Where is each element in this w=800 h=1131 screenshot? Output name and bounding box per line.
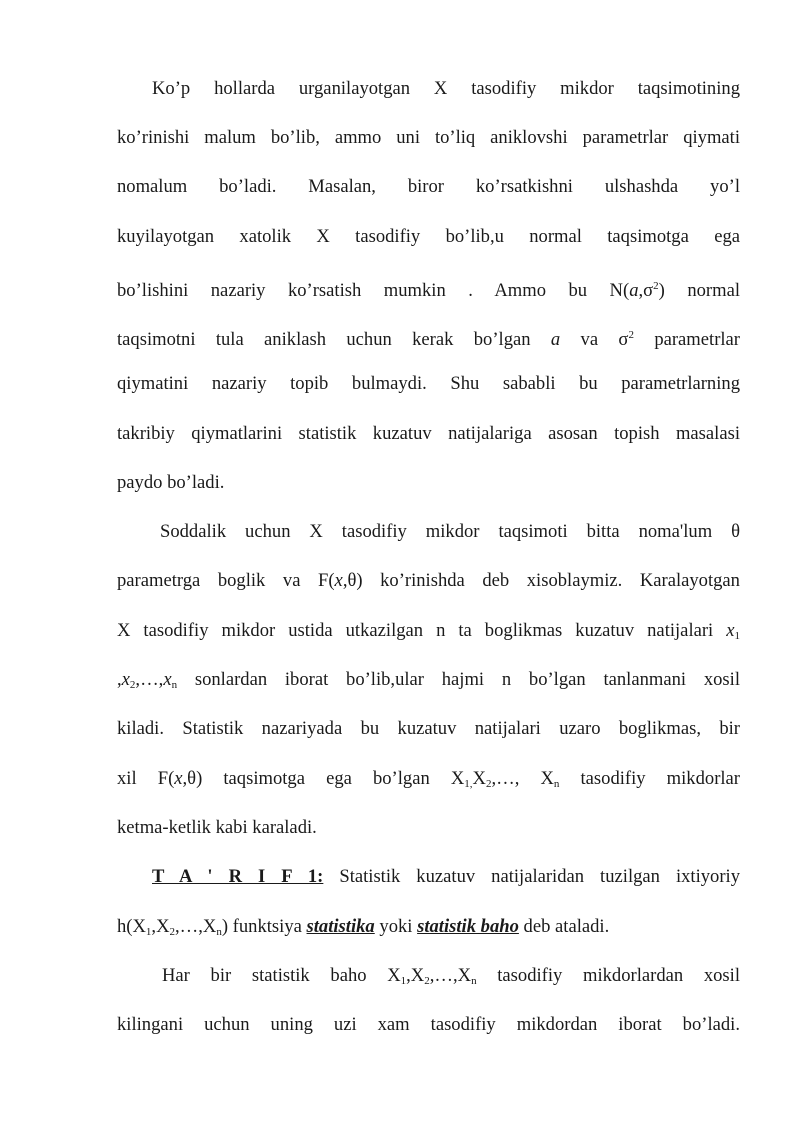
text: ,…, — [135, 669, 164, 690]
para1-line-7: qiymatini nazariy topib bulmaydi. Shu sababli bu parametrlarning — [117, 373, 740, 394]
para1-line-6 — [117, 322, 740, 348]
text: tasodifiy mikdorlardan xosil — [497, 965, 740, 986]
text: , — [117, 669, 122, 690]
para3-line-2: kilingani uchun uning uzi xam tasodifiy mikdordan iborat bo’ladi. — [117, 1014, 740, 1035]
text: ,…,X — [429, 965, 472, 986]
para1-line-3: nomalum bo’ladi. Masalan, biror ko’rsatkishni ulshashda yo’l — [117, 176, 740, 197]
para3-line-1 — [162, 963, 740, 989]
text: ) funktsiya — [221, 916, 302, 937]
para1-line-9: paydo bo’ladi. — [117, 472, 225, 493]
subscript: 1, — [464, 778, 473, 790]
symbol-x: x — [334, 570, 343, 591]
text: taqsimotni tula aniklash uchun kerak bo’lgan — [117, 329, 531, 350]
subscript: 2 — [485, 778, 492, 790]
text: ,…, X — [491, 768, 554, 789]
term-statistika: statistika — [306, 916, 375, 937]
subscript: n — [471, 975, 477, 987]
superscript: 2 — [653, 280, 659, 292]
symbol-x: x — [174, 768, 183, 789]
definition-line-2 — [117, 914, 740, 940]
text: va σ — [580, 329, 629, 350]
term-statistik-baho: statistik baho — [417, 916, 519, 937]
text: X — [472, 768, 486, 789]
definition-label: T A ' R I F 1: — [152, 866, 324, 887]
para2-line-7: ketma-ketlik kabi karaladi. — [117, 817, 317, 838]
subscript: 1 — [145, 926, 152, 938]
subscript: 2 — [424, 975, 430, 987]
subscript: 1 — [400, 975, 407, 987]
subscript: n — [216, 926, 222, 938]
text: Har bir statistik baho X — [162, 965, 401, 986]
text: deb ataladi. — [523, 916, 610, 937]
para1-line-8: takribiy qiymatlarini statistik kuzatuv natijalariga asosan topish masalasi — [117, 423, 740, 444]
para2-line-1: Soddalik uchun X tasodifiy mikdor taqsimoti bitta noma'lum θ — [160, 521, 740, 542]
symbol-a: a — [550, 329, 561, 350]
para2-line-3 — [117, 618, 740, 644]
subscript: n — [171, 679, 178, 691]
text: ) normal — [658, 280, 740, 301]
superscript: 2 — [628, 329, 634, 341]
subscript: n — [553, 778, 560, 790]
text: tasodifiy mikdorlar — [580, 768, 741, 789]
text: ,X — [406, 965, 425, 986]
para2-line-2 — [117, 568, 740, 594]
definition-line-1 — [152, 864, 740, 890]
subscript: 2 — [169, 926, 175, 938]
text: parametrga boglik va F( — [117, 570, 335, 591]
para1-line-5 — [117, 273, 740, 299]
text: ,θ) taqsimotga ega bo’lgan X — [182, 768, 465, 789]
para1-line-4: kuyilayotgan xatolik X tasodifiy bo’lib,u normal taqsimotga ega — [117, 226, 740, 247]
symbol-x: x — [121, 669, 130, 690]
text: ,…,X — [175, 916, 217, 937]
symbol-x: x — [163, 669, 172, 690]
subscript: 2 — [129, 679, 136, 691]
text: h(X — [117, 916, 146, 937]
para1-line-1: Ko’p hollarda urganilayotgan X tasodifiy mikdor taqsimotining — [152, 78, 740, 99]
text: Statistik kuzatuv natijalaridan tuzilgan ixtiyoriy — [339, 866, 740, 887]
subscript: 1 — [734, 630, 740, 642]
para1-line-2: ko’rinishi malum bo’lib, ammo uni to’liq aniklovshi parametrlar qiymati — [117, 127, 740, 148]
para2-line-5: kiladi. Statistik nazariyada bu kuzatuv natijalari uzaro boglikmas, bir — [117, 718, 740, 739]
para2-line-6 — [117, 766, 740, 792]
text: xil F( — [117, 768, 175, 789]
text: parametrlar — [654, 329, 740, 350]
text: sonlardan iborat bo’lib,ular hajmi n bo’lgan tanlanmani xosil — [194, 669, 740, 690]
text: ,σ — [638, 280, 654, 301]
text: ,θ) ko’rinishda deb xisoblaymiz. Karalayotgan — [342, 570, 740, 591]
text: bo’lishini nazariy ko’rsatish mumkin . Ammo bu N( — [117, 280, 630, 301]
text: X tasodifiy mikdor ustida utkazilgan n ta boglikmas kuzatuv natijalari — [117, 620, 714, 641]
text: yoki — [379, 916, 413, 937]
text: ,X — [151, 916, 170, 937]
symbol-a: a — [629, 280, 639, 301]
symbol-x: x — [726, 620, 735, 641]
para2-line-4 — [117, 667, 740, 693]
